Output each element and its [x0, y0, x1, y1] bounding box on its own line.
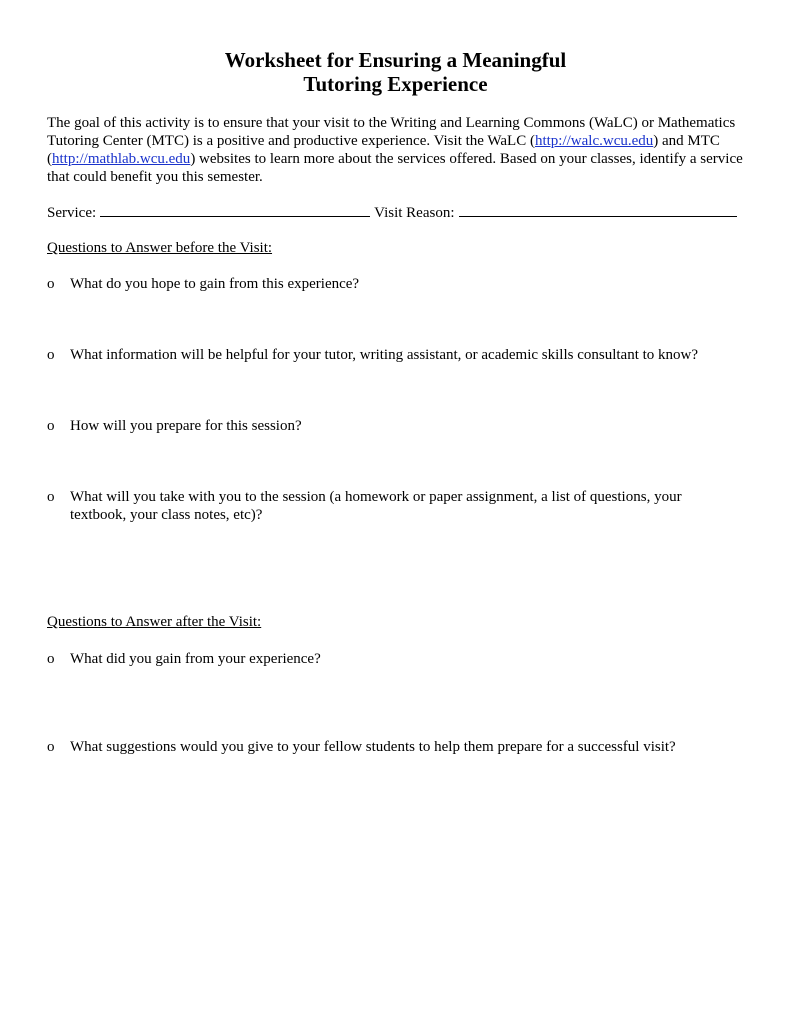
walc-link[interactable]: http://walc.wcu.edu [534, 133, 654, 149]
visit-reason-label: Visit Reason: [374, 205, 455, 221]
intro-text-part-2: ) and MTC ( [47, 133, 720, 167]
question-text: What will you take with you to the session (a homework or paper assignment, a list of questions, your textbook, your class notes, etc)? [70, 489, 682, 523]
question-text: How will you prepare for this session? [70, 418, 302, 434]
service-reason-row [47, 203, 757, 222]
bullet-circle: o [47, 418, 55, 434]
visit-reason-blank-line[interactable] [459, 203, 737, 217]
after-visit-heading: Questions to Answer after the Visit: [47, 614, 262, 630]
bullet-circle: o [47, 739, 55, 755]
worksheet-title-line-2: Tutoring Experience [303, 72, 488, 96]
bullet-circle: o [47, 489, 55, 505]
mathlab-link[interactable]: http://mathlab.wcu.edu [52, 151, 191, 167]
intro-text-part-1: The goal of this activity is to ensure that your visit to the Writing and Learning Commons (WaLC) or Mathematics Tutoring Center (MTC) is a positive and productive experience. Visit the WaLC ( [47, 115, 736, 149]
service-blank-line[interactable] [100, 203, 370, 217]
question-text: What did you gain from your experience? [70, 651, 321, 667]
bullet-circle: o [47, 651, 55, 667]
question-text: What suggestions would you give to your fellow students to help them prepare for a successful visit? [70, 739, 676, 755]
bullet-circle: o [47, 276, 55, 292]
worksheet-title-line-1: Worksheet for Ensuring a Meaningful [224, 48, 567, 72]
before-visit-heading: Questions to Answer before the Visit: [47, 240, 273, 256]
intro-paragraph [47, 114, 747, 186]
question-text: What do you hope to gain from this experience? [70, 276, 360, 292]
question-text: What information will be helpful for your tutor, writing assistant, or academic skills consultant to know? [70, 347, 699, 363]
intro-text-part-3: ) websites to learn more about the services offered. Based on your classes, identify a service that could benefit you this semester. [47, 151, 743, 185]
bullet-circle: o [47, 347, 55, 363]
service-label: Service: [47, 205, 97, 221]
